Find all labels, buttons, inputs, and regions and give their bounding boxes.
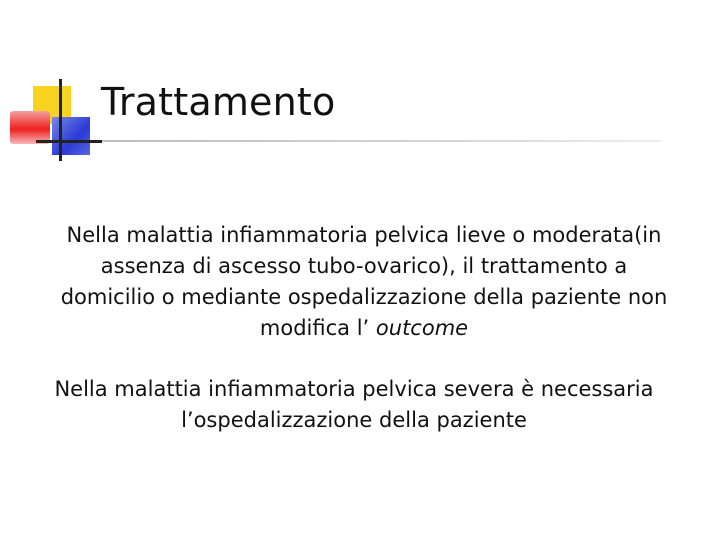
vertical-rule — [59, 79, 62, 161]
outcome-italic-text: outcome — [375, 316, 469, 340]
paragraph-1-line-4 — [52, 313, 676, 344]
paragraph-1-line-3: domicilio o mediante ospedalizzazione della paziente non — [60, 285, 668, 309]
paragraph-1-line-2: assenza di ascesso tubo-ovarico), il trattamento a — [100, 254, 628, 278]
paragraph-2-line-1: Nella malattia infiammatoria pelvica severa è necessaria — [54, 377, 654, 401]
paragraph-1-line-1: Nella malattia infiammatoria pelvica lieve o moderata(in — [66, 223, 662, 247]
paragraph-2-line-2: l’ospedalizzazione della paziente — [181, 408, 527, 432]
title-underline — [102, 140, 662, 142]
paragraph-2 — [52, 374, 656, 436]
blue-square-decoration — [52, 117, 90, 155]
slide-title: Trattamento — [101, 80, 336, 124]
horizontal-rule-dark — [36, 140, 102, 143]
paragraph-1 — [52, 220, 676, 344]
paragraph-1-line-4-text: modifica l’ — [259, 316, 376, 340]
